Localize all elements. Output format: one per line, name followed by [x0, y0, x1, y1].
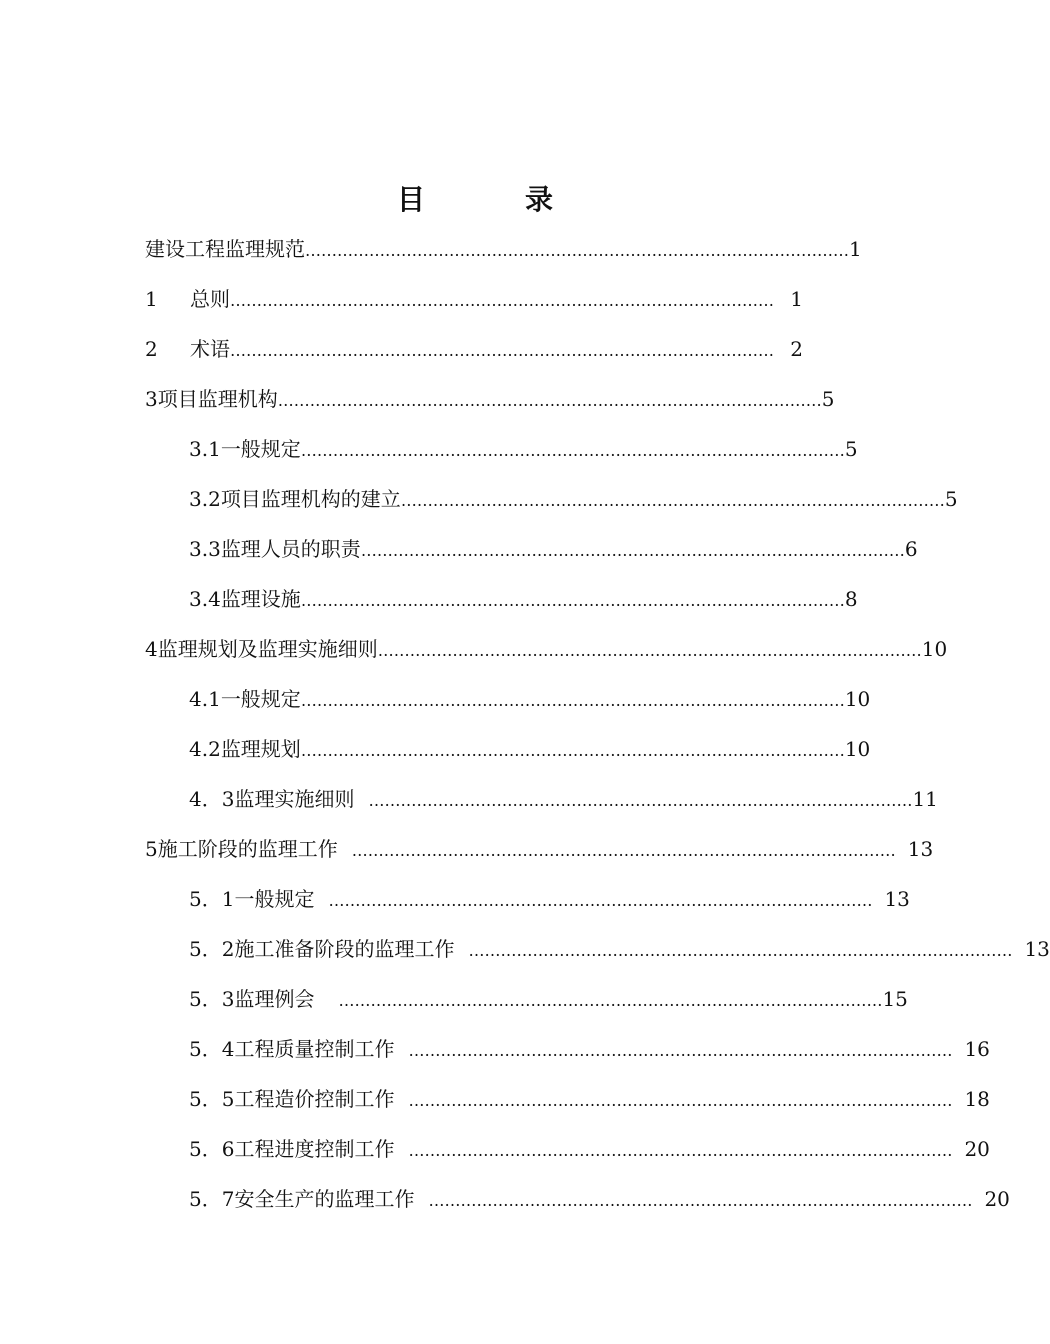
toc-entry — [189, 534, 918, 564]
dot-leader: ………………………………………………………………………………………… — [400, 491, 945, 510]
toc-entry — [189, 1034, 990, 1064]
toc-entry-label: 施工准备阶段的监理工作 — [234, 937, 455, 961]
dot-leader: ………………………………………………………………………………………… — [408, 1091, 953, 1110]
toc-entry-label: 监理例会 — [234, 987, 315, 1011]
toc-entry-number: 5 — [145, 837, 158, 861]
toc-entry-page: 13 — [907, 837, 934, 861]
dot-leader: ………………………………………………………………………………………… — [408, 1141, 953, 1160]
toc-entry — [145, 334, 803, 364]
toc-entry-number: 5．2 — [189, 937, 235, 961]
toc-entry-label: 监理设施 — [220, 587, 301, 611]
toc-entry-label: 建设工程监理规范 — [145, 237, 305, 261]
toc-entry-label: 一般规定 — [234, 887, 315, 911]
dot-leader: ………………………………………………………………………………………… — [305, 241, 849, 260]
toc-entry-label: 安全生产的监理工作 — [234, 1187, 415, 1211]
toc-entry — [189, 884, 910, 914]
toc-entry — [189, 684, 871, 714]
toc-entry-label: 术语 — [190, 337, 230, 361]
toc-entry-number: 4.2 — [189, 737, 221, 761]
toc-entry-number: 3.1 — [189, 437, 221, 461]
toc-entry-number: 4 — [145, 637, 158, 661]
toc-entry — [145, 234, 862, 264]
dot-leader: ………………………………………………………………………………………… — [300, 691, 845, 710]
dot-leader: ………………………………………………………………………………………… — [300, 441, 845, 460]
dot-leader: ………………………………………………………………………………………… — [338, 991, 883, 1010]
toc-entry-page: 1 — [790, 287, 803, 311]
toc-entry-number: 5．7 — [189, 1187, 235, 1211]
toc-entry-page: 11 — [912, 787, 938, 811]
toc-entry — [189, 934, 1050, 964]
toc-entry — [145, 384, 835, 414]
toc-entry-label: 监理人员的职责 — [220, 537, 361, 561]
toc-entry — [189, 484, 958, 514]
toc-entry — [189, 584, 858, 614]
toc-entry-page: 16 — [964, 1037, 990, 1061]
toc-entry-page: 2 — [790, 337, 803, 361]
toc-entry — [189, 434, 858, 464]
toc-entry-label: 项目监理机构的建立 — [220, 487, 401, 511]
toc-entry-page: 20 — [984, 1187, 1010, 1211]
dot-leader: ………………………………………………………………………………………… — [360, 541, 905, 560]
toc-entry-number: 3.4 — [189, 587, 221, 611]
toc-entry-label: 工程造价控制工作 — [234, 1087, 395, 1111]
toc-entry-page: 13 — [1024, 937, 1050, 961]
toc-entry-number: 1 — [145, 287, 158, 311]
toc-entry — [189, 1084, 990, 1114]
dot-leader: ………………………………………………………………………………………… — [230, 291, 774, 310]
toc-entry-label: 施工阶段的监理工作 — [157, 837, 338, 861]
toc-entry-page: 5 — [821, 387, 835, 411]
toc-entry-page: 5 — [944, 487, 958, 511]
toc-entry-label: 监理实施细则 — [234, 787, 355, 811]
toc-title: 目 录 — [396, 183, 589, 216]
toc-entry-label: 项目监理机构 — [157, 387, 278, 411]
toc-entry-page: 8 — [844, 587, 858, 611]
toc-entry-label: 一般规定 — [220, 687, 301, 711]
dot-leader: ………………………………………………………………………………………… — [368, 791, 913, 810]
dot-leader: ………………………………………………………………………………………… — [328, 891, 873, 910]
dot-leader: ………………………………………………………………………………………… — [351, 841, 896, 860]
toc-entry-label: 工程质量控制工作 — [234, 1037, 395, 1061]
toc-entry — [189, 984, 908, 1014]
toc-entry-page: 15 — [882, 987, 908, 1011]
toc-entry — [189, 1134, 990, 1164]
toc-entry-page: 13 — [884, 887, 910, 911]
toc-entry-page: 10 — [844, 687, 871, 711]
dot-leader: ………………………………………………………………………………………… — [300, 741, 845, 760]
toc-entry — [189, 734, 871, 764]
toc-entry-number: 3.3 — [189, 537, 221, 561]
toc-entry-number: 4.1 — [189, 687, 221, 711]
toc-entry-number: 5．1 — [189, 887, 235, 911]
toc-entry-label: 监理规划 — [220, 737, 301, 761]
toc-entry-number: 4．3 — [189, 787, 235, 811]
toc-entry-page: 10 — [921, 637, 948, 661]
toc-entry — [145, 634, 948, 664]
dot-leader: ………………………………………………………………………………………… — [377, 641, 922, 660]
dot-leader: ………………………………………………………………………………………… — [428, 1191, 973, 1210]
dot-leader: ………………………………………………………………………………………… — [230, 341, 774, 360]
toc-entry-label: 工程进度控制工作 — [234, 1137, 395, 1161]
dot-leader: ………………………………………………………………………………………… — [408, 1041, 953, 1060]
toc-entry-number: 3.2 — [189, 487, 221, 511]
toc-entry-page: 20 — [964, 1137, 990, 1161]
toc-entry-number: 5．6 — [189, 1137, 235, 1161]
toc-entry-label: 一般规定 — [220, 437, 301, 461]
toc-entry-number: 5．3 — [189, 987, 235, 1011]
toc-entry-page: 1 — [849, 237, 862, 261]
toc-entry-page: 18 — [964, 1087, 990, 1111]
toc-entry-page: 6 — [904, 537, 918, 561]
toc-entry-number: 5．4 — [189, 1037, 235, 1061]
dot-leader: ………………………………………………………………………………………… — [468, 941, 1013, 960]
toc-entry — [189, 1184, 1010, 1214]
toc-entry — [145, 834, 934, 864]
toc-entry-page: 5 — [844, 437, 858, 461]
dot-leader: ………………………………………………………………………………………… — [300, 591, 845, 610]
toc-entry-page: 10 — [844, 737, 871, 761]
toc-entry-number: 3 — [145, 387, 158, 411]
toc-entry-label: 总则 — [190, 287, 230, 311]
toc-entry-label: 监理规划及监理实施细则 — [157, 637, 378, 661]
toc-entry-number: 5．5 — [189, 1087, 235, 1111]
dot-leader: ………………………………………………………………………………………… — [277, 391, 822, 410]
toc-entry-number: 2 — [145, 337, 158, 361]
toc-entry — [189, 784, 938, 814]
toc-entry — [145, 284, 803, 314]
